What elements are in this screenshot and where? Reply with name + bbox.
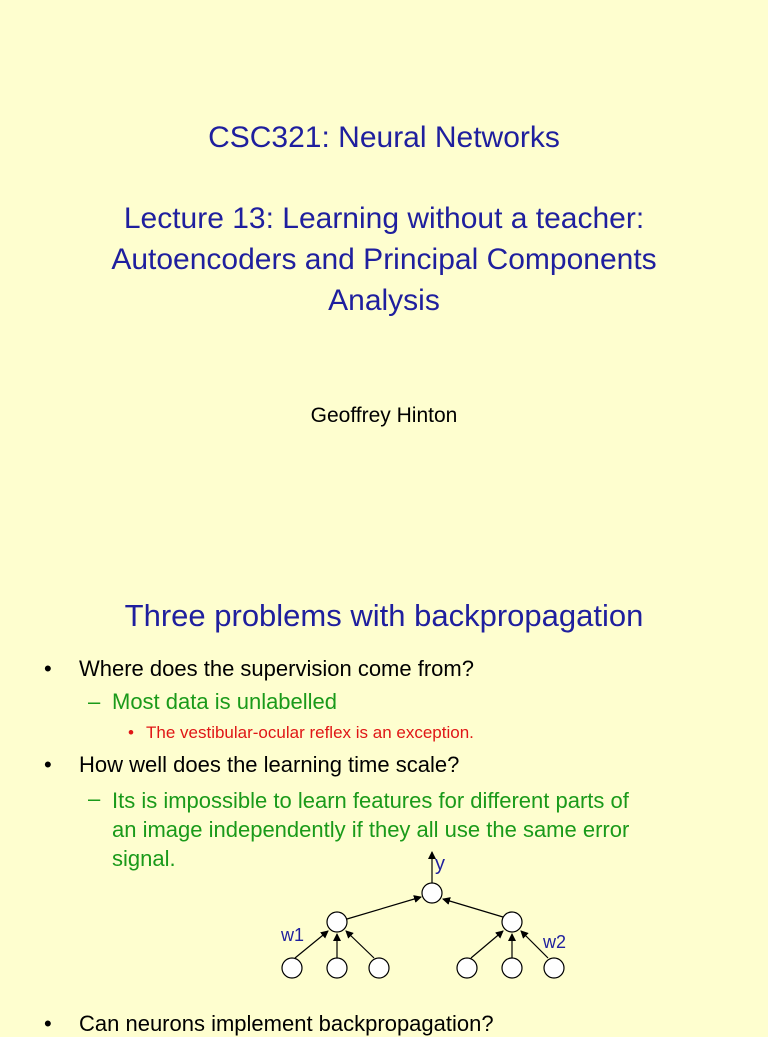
lecture-title	[0, 198, 768, 321]
lecture-title-line-3: Analysis	[328, 284, 440, 317]
weight-label-right: w2	[543, 932, 567, 952]
bullet-1-subsub-text: The vestibular-ocular reflex is an exception.	[146, 723, 474, 742]
bullet-marker: •	[44, 656, 52, 681]
edge-input-4-to-hidden-right	[471, 931, 503, 958]
bullet-3-text: Can neurons implement backpropagation?	[79, 1011, 494, 1036]
bullet-2-sub-line-3: signal.	[112, 846, 176, 871]
bullet-1-sub-text: Most data is unlabelled	[112, 689, 338, 714]
edge-hidden-right-to-output	[443, 899, 503, 917]
bullet-marker: •	[44, 1011, 52, 1036]
bullet-marker: •	[44, 752, 52, 777]
subsub-bullet-marker: •	[128, 723, 134, 742]
bullet-2-sub-line-2: an image independently if they all use the same error	[112, 817, 630, 842]
input-node-2	[327, 958, 347, 978]
input-node-5	[502, 958, 522, 978]
output-node	[422, 883, 442, 903]
input-node-6	[544, 958, 564, 978]
course-title: CSC321: Neural Networks	[208, 121, 560, 154]
network-diagram	[0, 840, 768, 1024]
output-label: y	[435, 853, 445, 875]
bullet-2-text: How well does the learning time scale?	[79, 752, 460, 777]
lecture-title-line-1: Lecture 13: Learning without a teacher:	[123, 202, 645, 235]
edge-hidden-left-to-output	[347, 897, 421, 919]
lecture-title-line-2: Autoencoders and Principal Components	[111, 243, 657, 276]
sub-bullet-dash: –	[88, 689, 101, 714]
bullet-2-sub-line-1: Its is impossible to learn features for different parts of	[112, 788, 629, 813]
author-name: Geoffrey Hinton	[310, 404, 458, 427]
sub-bullet-dash: –	[88, 786, 101, 811]
input-node-4	[457, 958, 477, 978]
input-node-1	[282, 958, 302, 978]
bullet-1-text: Where does the supervision come from?	[79, 656, 474, 681]
weight-label-left: w1	[281, 925, 305, 945]
hidden-node-right	[502, 912, 522, 932]
edge-input-3-to-hidden-left	[346, 931, 374, 958]
input-node-3	[369, 958, 389, 978]
slide-title: Three problems with backpropagation	[124, 598, 644, 633]
hidden-node-left	[327, 912, 347, 932]
